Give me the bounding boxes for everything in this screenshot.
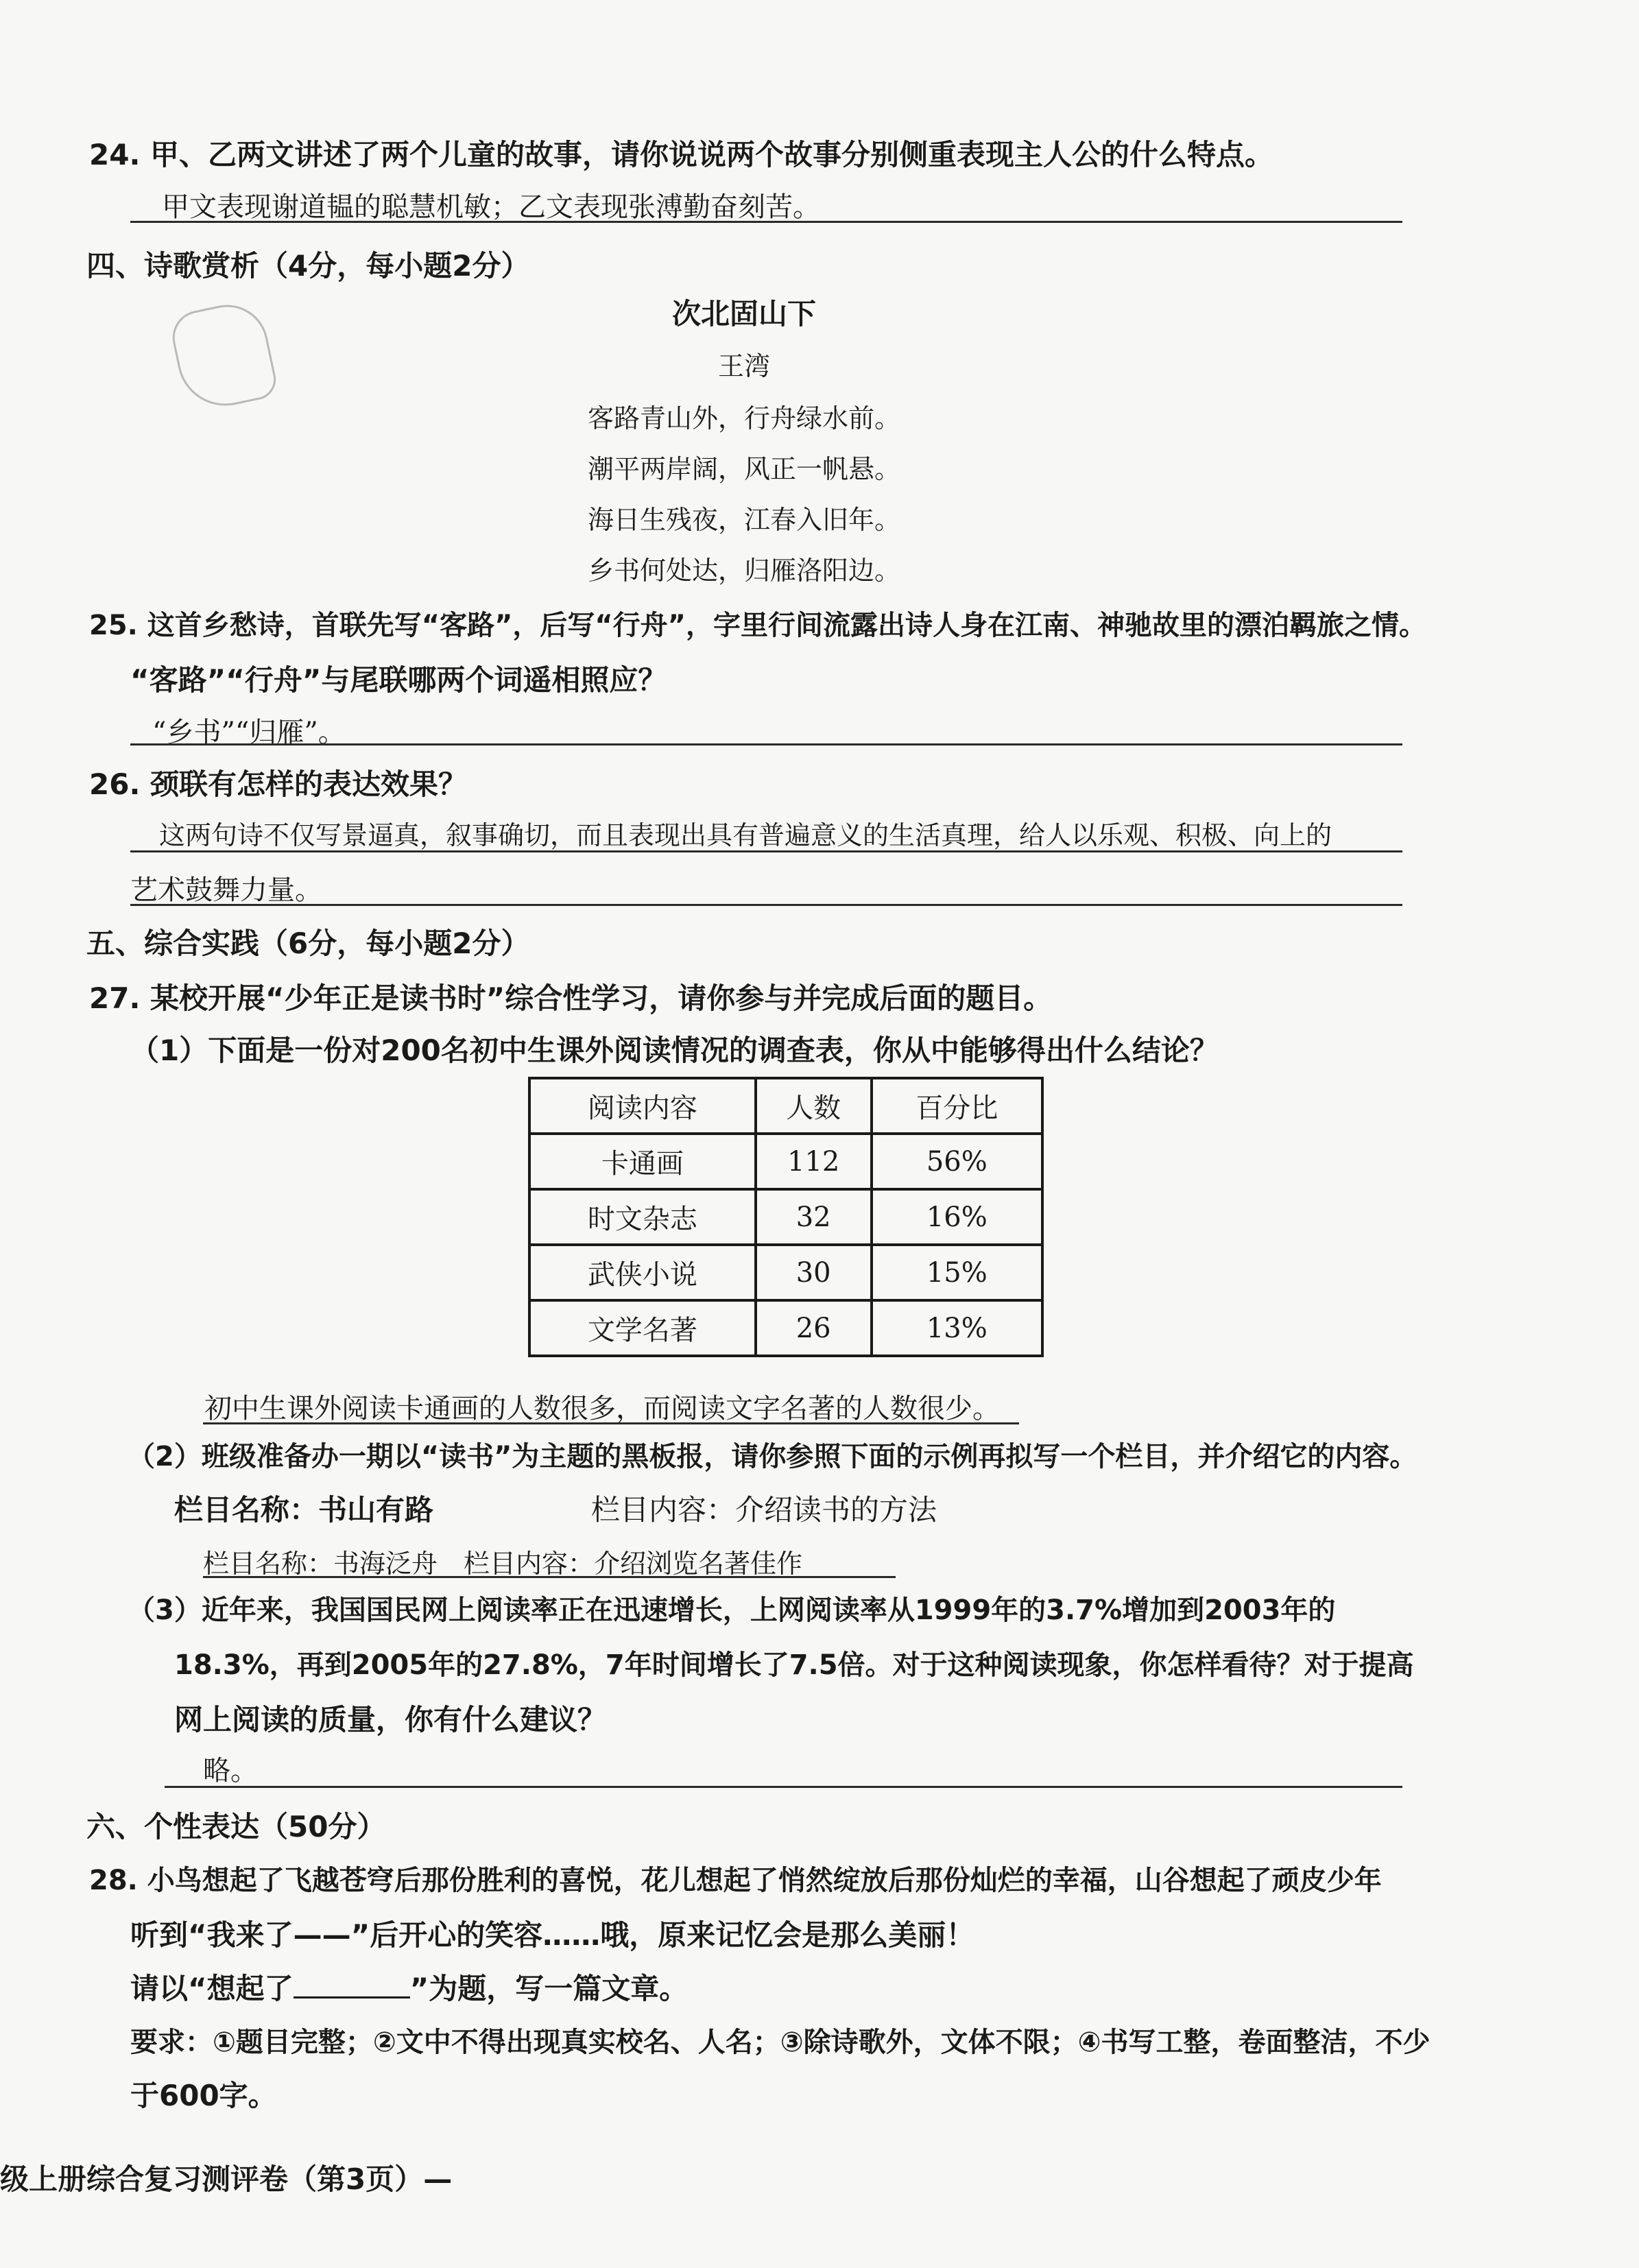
table-row bbox=[529, 1189, 1042, 1245]
q28-line2: 听到“我来了——”后开心的笑容……哦，原来记忆会是那么美丽！ bbox=[130, 1918, 975, 1952]
table-cell: 26 bbox=[756, 1300, 872, 1356]
q24-question: 24. 甲、乙两文讲述了两个儿童的故事，请你说说两个故事分别侧重表现主人公的什么特点。 bbox=[89, 138, 1274, 171]
q28-prompt-suffix: ”为题，写一篇文章。 bbox=[409, 1972, 689, 2005]
answer-line bbox=[165, 1786, 1402, 1788]
q28-line1: 28. 小鸟想起了飞越苍穹后那份胜利的喜悦，花儿想起了悄然绽放后那份灿烂的幸福，山谷想起了顽皮少年 bbox=[89, 1865, 1382, 1896]
table-cell: 30 bbox=[756, 1245, 872, 1300]
q27-question: 27. 某校开展“少年正是读书时”综合性学习，请你参与并完成后面的题目。 bbox=[89, 981, 1053, 1015]
q27-part3-line2: 18.3%，再到2005年的27.8%，7年时间增长了7.5倍。对于这种阅读现象，你怎样看待？对于提高 bbox=[174, 1649, 1414, 1681]
title-blank bbox=[294, 1972, 410, 1998]
section-4-title: 四、诗歌赏析（4分，每小题2分） bbox=[86, 249, 530, 283]
q28-requirements: 要求：①题目完整；②文中不得出现真实校名、人名；③除诗歌外，文体不限；④书写工整，卷面整洁，不少 bbox=[130, 2027, 1431, 2058]
example-column-name: 栏目名称：书山有路 bbox=[174, 1493, 434, 1527]
survey-table bbox=[528, 1077, 1044, 1357]
q27-part3-answer: 略。 bbox=[203, 1755, 258, 1787]
section-6-title: 六、个性表达（50分） bbox=[86, 1810, 386, 1843]
answer-line bbox=[130, 743, 1402, 745]
q27-part3-line1: （3）近年来，我国国民网上阅读率正在迅速增长，上网阅读率从1999年的3.7%增加到2003年的 bbox=[128, 1595, 1336, 1626]
answer-line bbox=[203, 1422, 1019, 1424]
table-header: 百分比 bbox=[872, 1078, 1042, 1134]
poem-author: 王湾 bbox=[717, 351, 770, 381]
q26-answer-line2: 艺术鼓舞力量。 bbox=[130, 874, 322, 906]
q27-part1: （1）下面是一份对200名初中生课外阅读情况的调查表，你从中能够得出什么结论？ bbox=[130, 1034, 1219, 1067]
poem-line: 海日生残夜，江春入旧年。 bbox=[587, 505, 900, 535]
table-cell: 16% bbox=[872, 1189, 1042, 1245]
q27-part3-line3: 网上阅读的质量，你有什么建议？ bbox=[174, 1703, 607, 1736]
q26-answer-line1: 这两句诗不仅写景逼真，叙事确切，而且表现出具有普遍意义的生活真理，给人以乐观、积极、向上的 bbox=[159, 820, 1332, 850]
table-header-row bbox=[529, 1078, 1042, 1134]
table-cell: 56% bbox=[872, 1134, 1042, 1189]
table-cell: 时文杂志 bbox=[529, 1189, 756, 1245]
table-row bbox=[529, 1134, 1042, 1189]
q28-line3 bbox=[130, 1968, 688, 2009]
q28-prompt-prefix: 请以“想起了 bbox=[130, 1972, 294, 2005]
poem-line: 乡书何处达，归雁洛阳边。 bbox=[587, 556, 900, 586]
example-column-content: 栏目内容：介绍读书的方法 bbox=[591, 1493, 937, 1527]
answer-line bbox=[130, 221, 1402, 223]
q24-answer: 甲文表现谢道韫的聪慧机敏；乙文表现张溥勤奋刻苦。 bbox=[162, 191, 820, 223]
page-footer: 级上册综合复习测评卷（第3页）— bbox=[0, 2162, 453, 2196]
answer-line bbox=[203, 1576, 896, 1578]
table-header: 阅读内容 bbox=[529, 1078, 756, 1134]
q27-part2-answer: 栏目名称：书海泛舟 栏目内容：介绍浏览名著佳作 bbox=[203, 1549, 803, 1579]
q25-question-line2: “客路”“行舟”与尾联哪两个词遥相照应？ bbox=[130, 663, 667, 697]
table-cell: 32 bbox=[756, 1189, 872, 1245]
answer-line bbox=[130, 850, 1402, 852]
table-row bbox=[529, 1245, 1042, 1300]
q25-question-line1: 25. 这首乡愁诗，首联先写“客路”，后写“行舟”，字里行间流露出诗人身在江南、神驰故里的漂泊羁旅之情。 bbox=[89, 610, 1426, 641]
poem-line: 客路青山外，行舟绿水前。 bbox=[587, 403, 900, 433]
poem-title: 次北固山下 bbox=[671, 297, 816, 331]
table-header: 人数 bbox=[756, 1078, 872, 1134]
table-cell: 15% bbox=[872, 1245, 1042, 1300]
poem-line: 潮平两岸阔，风正一帆悬。 bbox=[587, 454, 900, 484]
q28-requirements-end: 于600字。 bbox=[130, 2079, 277, 2112]
q27-part2: （2）班级准备办一期以“读书”为主题的黑板报，请你参照下面的示例再拟写一个栏目，并介绍它的内容。 bbox=[128, 1441, 1417, 1472]
table-cell: 卡通画 bbox=[529, 1134, 756, 1189]
table-cell: 武侠小说 bbox=[529, 1245, 756, 1300]
q26-question: 26. 颈联有怎样的表达效果？ bbox=[89, 767, 468, 801]
q25-answer: “乡书”“归雁”。 bbox=[152, 717, 346, 748]
table-row bbox=[529, 1300, 1042, 1356]
answer-line bbox=[130, 904, 1402, 906]
table-cell: 13% bbox=[872, 1300, 1042, 1356]
q27-part1-answer: 初中生课外阅读卡通画的人数很多，而阅读文字名著的人数很少。 bbox=[204, 1393, 1000, 1424]
table-cell: 文学名著 bbox=[529, 1300, 756, 1356]
table-cell: 112 bbox=[756, 1134, 872, 1189]
section-5-title: 五、综合实践（6分，每小题2分） bbox=[86, 927, 530, 960]
